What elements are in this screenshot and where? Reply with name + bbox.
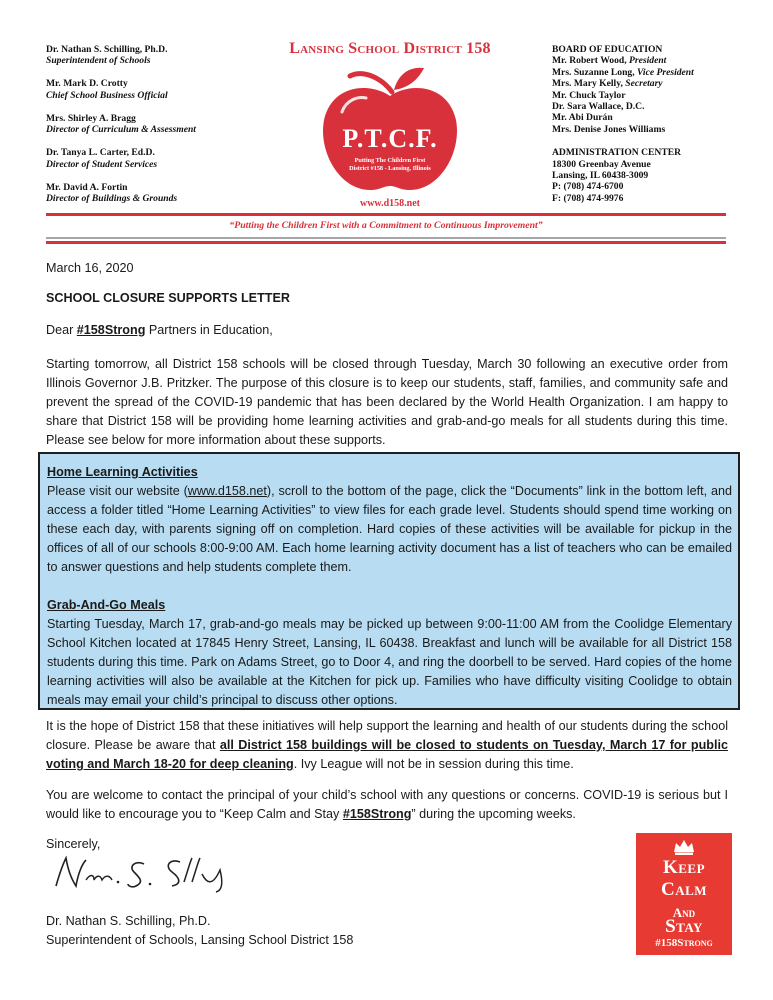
hope-text-end: . Ivy League will not be in session during this time. [293, 757, 574, 771]
hope-paragraph [46, 717, 728, 774]
district-name: Lansing School District 158 [289, 40, 491, 57]
crown-icon [672, 838, 696, 856]
board-member-role: President [629, 55, 667, 67]
contact-text-start: You are welcome to contact the principal of your child’s school with any questions or concerns. COVID-19 is serious but I would like to encourage you to “Keep Calm and Stay [46, 788, 728, 821]
board-member [552, 112, 752, 123]
admin-center [552, 147, 752, 204]
staff-name: Mr. David A. Fortin [46, 181, 128, 193]
motto-divider-red [46, 241, 726, 244]
admin-phone: P: (708) 474-6700 [552, 181, 624, 193]
grab-and-go-heading: Grab-And-Go Meals [47, 598, 166, 612]
header-divider [46, 213, 726, 216]
district-logo-block [270, 40, 510, 209]
staff-title: Director of Student Services [46, 158, 158, 170]
badge-line-and: And [672, 905, 696, 920]
grab-and-go-paragraph: Starting Tuesday, March 17, grab-and-go meals may be picked up between 9:00-11:00 AM from the Coolidge Elementary School Kitchen located at 17845 Henry Street, Lansing, IL 60438. Breakfast and lunch will be available for all District 158 students during this time. Park on Adams Street, go to Door 4, and ring the doorbell to be served. Hard copies of the home learning activities will also be available at the Kitchen for pick up. Families who have difficulty visiting Coolidge to obtain meals may email your child’s principal to discuss other options. [47, 617, 732, 707]
board-member [552, 90, 752, 101]
closure-notice: all District 158 buildings will be closed to students on Tuesday, March 17 for public voting and March 18-20 for deep cleaning [46, 738, 728, 771]
district-motto: “Putting the Children First with a Commitment to Continuous Improvement” [229, 220, 543, 231]
staff-entry [46, 182, 256, 205]
letter-closing: Sincerely, [46, 837, 101, 851]
board-member [552, 124, 752, 135]
letter-date: March 16, 2020 [46, 261, 134, 275]
apple-logo [310, 62, 470, 196]
website-link[interactable]: www.d158.net [359, 198, 420, 209]
staff-name: Mrs. Shirley A. Bragg [46, 112, 136, 124]
board-member-name: Mrs. Denise Jones Williams [552, 123, 666, 135]
admin-heading: ADMINISTRATION CENTER [552, 147, 682, 159]
keep-calm-badge [636, 833, 732, 955]
greeting-suffix: Partners in Education, [145, 323, 273, 337]
board-member-name: Dr. Sara Wallace, D.C. [552, 101, 645, 113]
home-learning-text-start: Please visit our website ( [47, 484, 188, 498]
motto-divider-grey [46, 237, 726, 239]
board-member-name: Mrs. Suzanne Long, [552, 66, 638, 78]
staff-entry [46, 147, 256, 170]
contact-hashtag: #158Strong [342, 807, 412, 821]
badge-line-keep: Keep [662, 857, 706, 878]
board-member [552, 78, 752, 89]
website-link-inline[interactable]: www.d158.net [187, 484, 267, 498]
letter-greeting [46, 321, 728, 340]
board-member [552, 67, 752, 78]
home-learning-heading: Home Learning Activities [47, 465, 198, 479]
logo-tagline-line: District #158 - Lansing, Illinois [349, 164, 431, 172]
staff-entry [46, 44, 256, 67]
board-member [552, 55, 752, 66]
box-spacer [47, 577, 732, 596]
board-member-role: Vice President [637, 66, 694, 78]
signer-name: Dr. Nathan S. Schilling, Ph.D. [46, 914, 211, 928]
board-member-name: Mr. Abi Durán [552, 112, 613, 124]
board-member-name: Mrs. Mary Kelly, [552, 78, 626, 90]
intro-paragraph: Starting tomorrow, all District 158 schools will be closed through Tuesday, March 30 following an executive order from Illinois Governor J.B. Pritzker. The purpose of this closure is to keep our students, staff, families, and community safe and prevent the spread of the COVID-19 pandemic that has been declared by the World Health Organization. I am happy to share that District 158 will be providing home learning activities and grab-and-go meals for all students during this time. Please see below for more information about these supports. [46, 357, 728, 447]
contact-text-end: ” during the upcoming weeks. [411, 807, 576, 821]
board-heading: BOARD OF EDUCATION [552, 44, 663, 55]
hope-text-start: It is the hope of District 158 that these initiatives will help support the learning and health of our students during the school closure. Please be aware that [46, 719, 728, 752]
badge-line-calm: Calm [660, 879, 708, 900]
staff-entry [46, 113, 256, 136]
staff-directory [46, 44, 256, 216]
logo-tagline [330, 157, 450, 172]
admin-fax: F: (708) 474-9976 [552, 192, 624, 204]
staff-title: Chief School Business Official [46, 89, 168, 101]
board-member-name: Mr. Robert Wood, [552, 55, 630, 67]
badge-line-hashtag: #158Strong [655, 937, 713, 949]
signature-icon [52, 852, 232, 894]
board-directory [552, 44, 752, 204]
board-member-role: Secretary [625, 78, 663, 90]
staff-entry [46, 78, 256, 101]
staff-title: Director of Curriculum & Assessment [46, 124, 196, 136]
logo-tagline-line: Putting The Children First [354, 157, 426, 164]
contact-paragraph [46, 786, 728, 824]
board-member [552, 101, 752, 112]
board-member-name: Mr. Chuck Taylor [552, 89, 626, 101]
admin-city: Lansing, IL 60438-3009 [552, 170, 649, 182]
supports-info-box [38, 452, 740, 710]
letter-subject: SCHOOL CLOSURE SUPPORTS LETTER [46, 291, 290, 305]
staff-name: Dr. Nathan S. Schilling, Ph.D. [46, 44, 168, 55]
greeting-prefix: Dear [46, 323, 77, 337]
signer-title: Superintendent of Schools, Lansing School District 158 [46, 933, 354, 947]
logo-acronym: P.T.C.F. [342, 124, 438, 153]
signature-image [52, 852, 232, 899]
home-learning-text-end: ), scroll to the bottom of the page, click the “Documents” link in the bottom left, and access a folder titled “Home Learning Activities” to view files for each grade level. Students should spend time working on these each day, with parents signing off on completion. Hard copies of these activities will be available for pickup in the offices of all of our schools 8:00-9:00 AM. Each home learning activity document has a list of teachers who can be emailed to answer questions and help students complete them. [47, 484, 732, 574]
staff-name: Mr. Mark D. Crotty [46, 78, 128, 90]
staff-name: Dr. Tanya L. Carter, Ed.D. [46, 147, 155, 159]
admin-street: 18300 Greenbay Avenue [552, 158, 651, 170]
staff-title: Superintendent of Schools [46, 55, 151, 67]
badge-line-stay: Stay [665, 916, 703, 937]
staff-title: Director of Buildings & Grounds [46, 193, 178, 205]
home-learning-paragraph [47, 482, 732, 577]
greeting-hashtag: #158Strong [76, 323, 146, 337]
